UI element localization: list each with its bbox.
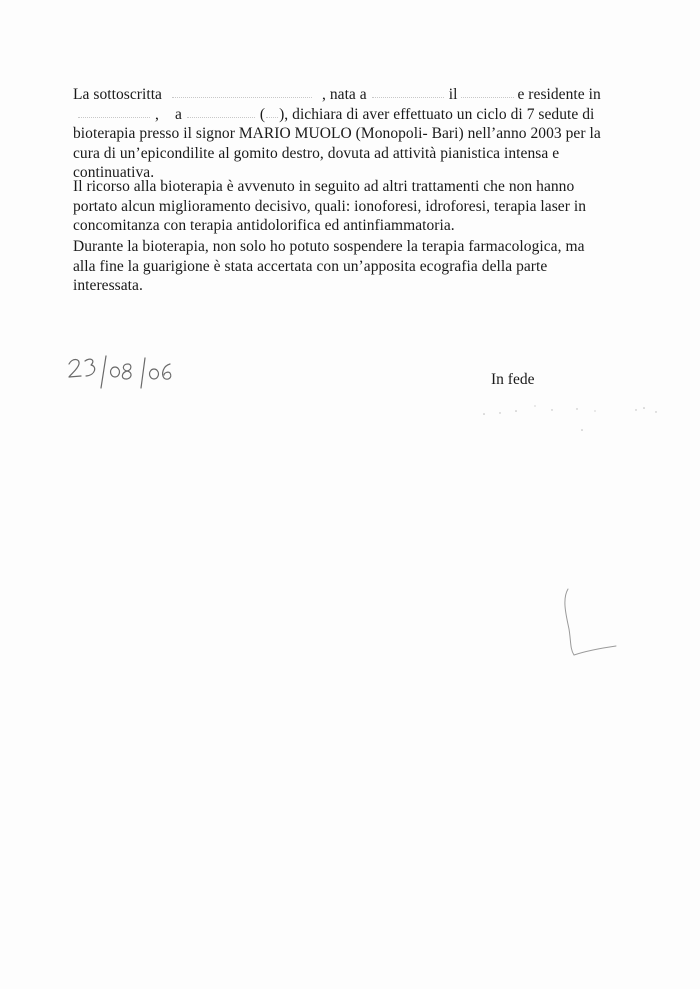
text-segment: , nata a <box>322 86 367 103</box>
paragraph-treatment-history <box>73 177 633 236</box>
redacted-birthdate <box>457 89 517 99</box>
text-line: concomitanza con terapia antidolorifica ed antinfiammatoria. <box>73 217 455 234</box>
redacted-city <box>182 109 260 119</box>
pen-mark <box>556 585 620 665</box>
text-segment: ), dichiara di aver effettuato un ciclo di 7 sedute di <box>279 105 595 123</box>
redacted-address <box>73 109 155 119</box>
text-segment: e residente in <box>517 86 601 103</box>
text-line: bioterapia presso il signor MARIO MUOLO (Monopoli- Bari) nell’anno 2003 per la <box>73 125 601 142</box>
text-line: alla fine la guarigione è stata accertata con un’apposita ecografia della parte <box>73 257 548 275</box>
text-line: interessata. <box>73 277 143 294</box>
paragraph-outcome <box>73 237 633 296</box>
handwritten-date <box>66 352 176 392</box>
text-segment: il <box>448 86 458 103</box>
text-segment: ( <box>259 105 266 123</box>
closing-in-fede: In fede <box>491 371 535 388</box>
redacted-birthplace <box>367 89 449 99</box>
redacted-name <box>162 89 322 99</box>
text-segment: , <box>155 105 159 123</box>
signature-residue <box>478 396 663 436</box>
text-line: cura di un’epicondilite al gomito destro, dovuta ad attività pianistica intensa e <box>73 144 560 162</box>
text-line: portato alcun miglioramento decisivo, quali: ionoforesi, idroforesi, terapia laser in <box>73 197 587 215</box>
text-line: Durante la bioterapia, non solo ho potuto sospendere la terapia farmacologica, ma <box>73 238 585 255</box>
paragraph-declaration <box>73 85 633 183</box>
text-segment: La sottoscritta <box>73 86 162 103</box>
redacted-province <box>265 109 279 119</box>
text-line <box>73 105 633 125</box>
text-line <box>73 85 633 105</box>
text-line: Il ricorso alla bioterapia è avvenuto in seguito ad altri trattamenti che non hanno <box>73 178 575 195</box>
text-line: continuativa. <box>73 164 155 181</box>
text-segment: a <box>174 105 182 123</box>
